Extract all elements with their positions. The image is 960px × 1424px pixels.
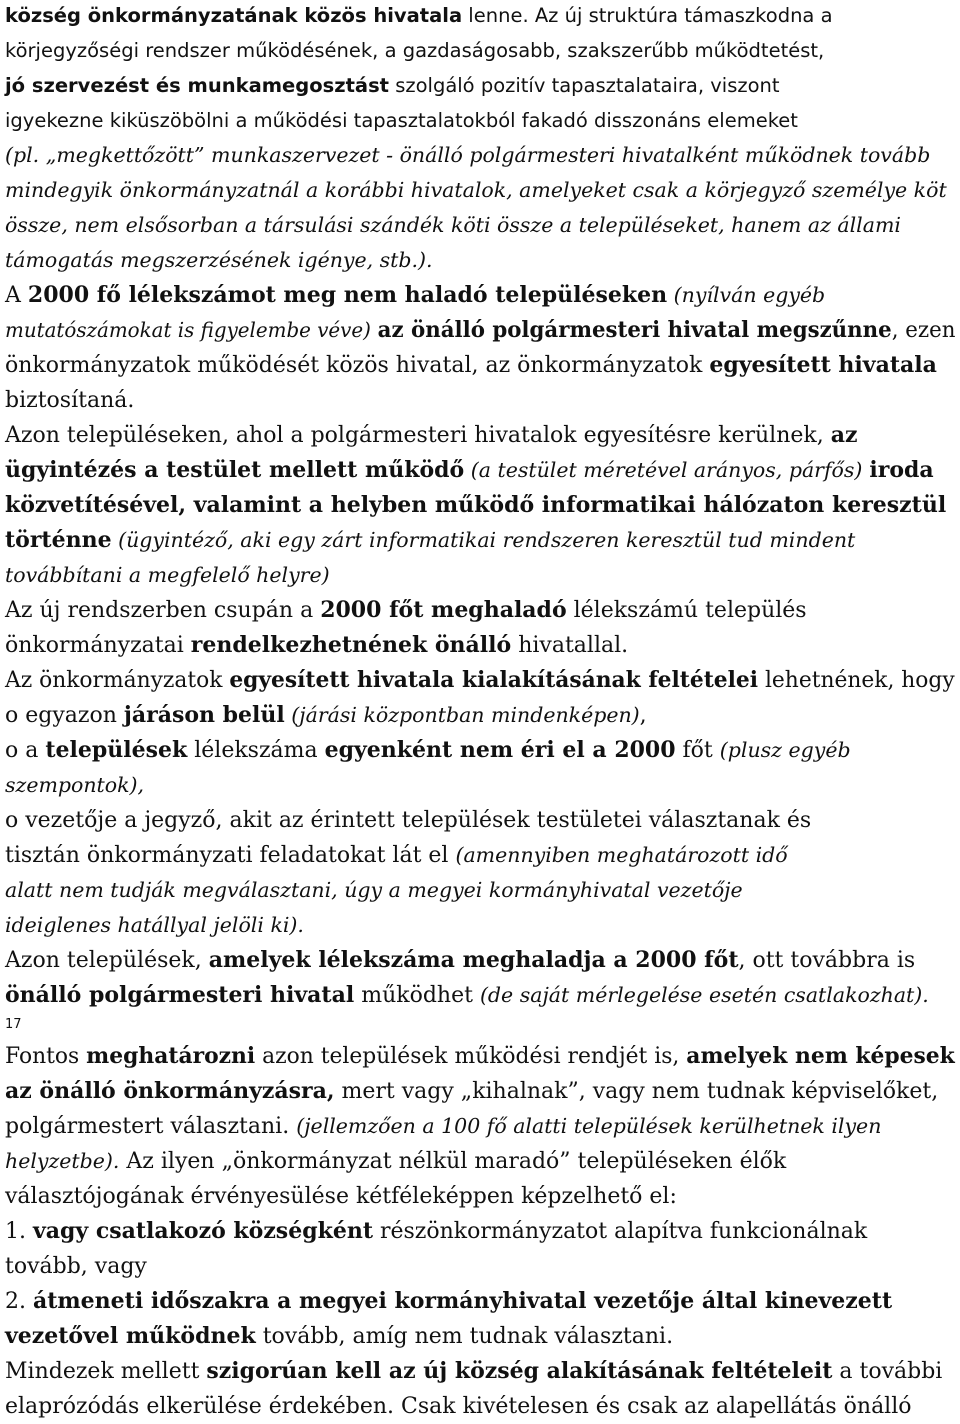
- text-line: [5, 873, 957, 908]
- text-run: A: [5, 283, 28, 308]
- text-run: jó szervezést és munkamegosztást: [5, 74, 389, 97]
- text-run: o a: [5, 738, 46, 763]
- text-run: (pl. „megkettőzött” munkaszervezet - önálló polgármesteri hivatalként működnek tovább: [5, 143, 931, 167]
- text-line: [5, 138, 957, 173]
- text-line: [5, 593, 957, 628]
- text-run: települések: [45, 737, 188, 763]
- text-line: [5, 943, 957, 978]
- text-line: [5, 803, 957, 838]
- text-line: [5, 733, 957, 768]
- text-run: körjegyzőségi rendszer működésének, a gazdaságosabb, szakszerűbb működtetést,: [5, 39, 825, 62]
- text-run: amelyek lélekszáma meghaladja a 2000 főt: [208, 947, 739, 973]
- text-run: tovább, vagy: [5, 1254, 147, 1279]
- text-run: a további: [832, 1359, 943, 1384]
- text-run: elaprózódás elkerülése érdekében. Csak kivételesen és csak az alapellátás önálló: [5, 1394, 912, 1419]
- text-line: [5, 453, 957, 488]
- text-run: átmeneti időszakra a megyei kormányhivatal vezetője által kinevezett: [32, 1288, 893, 1314]
- text-line: [5, 1109, 957, 1144]
- text-run: lélekszámú település: [566, 598, 807, 623]
- text-run: 1.: [5, 1219, 33, 1244]
- text-line: [5, 278, 957, 313]
- text-line: [5, 1214, 957, 1249]
- text-line: [5, 1144, 957, 1179]
- text-run: támogatás megszerzésének igénye, stb.).: [5, 248, 433, 272]
- text-run: Az önkormányzatok: [5, 668, 230, 693]
- text-run: , ott továbbra is: [738, 948, 916, 973]
- text-run: (de saját mérlegelése esetén csatlakozhat).: [479, 983, 929, 1007]
- text-run: össze, nem elsősorban a társulási szándék köti össze a településeket, hanem az állami: [5, 213, 901, 237]
- text-run: azon települések működési rendjét is,: [255, 1044, 687, 1069]
- text-line: [5, 33, 957, 68]
- text-run: mert vagy „kihalnak”, vagy nem tudnak képviselőket,: [334, 1079, 939, 1104]
- text-run: biztosítaná.: [5, 388, 135, 413]
- text-run: iroda: [869, 457, 934, 483]
- text-run: ideiglenes hatállyal jelöli ki).: [5, 913, 304, 937]
- text-run: község önkormányzatának közös hivatala: [5, 4, 463, 27]
- text-line: [5, 1249, 957, 1284]
- text-run: 17: [5, 1017, 22, 1032]
- text-run: Azon településeken, ahol a polgármesteri hivatalok egyesítésre kerülnek,: [5, 423, 831, 448]
- text-run: egyesített hivatala kialakításának feltételei: [229, 667, 759, 693]
- text-line: [5, 663, 955, 698]
- text-run: járáson belül: [123, 702, 285, 728]
- text-run: működhet: [354, 983, 480, 1008]
- text-run: rendelkezhetnének önálló: [190, 632, 512, 658]
- text-line: [5, 1179, 957, 1214]
- text-run: önkormányzatok működését közös hivatal, az önkormányzatok: [5, 353, 710, 378]
- text-run: egyesített hivatala: [709, 352, 937, 378]
- text-line: [5, 1074, 957, 1109]
- document-page: [5, 0, 957, 1424]
- text-run: (jellemzően a 100 fő alatti települések kerülhetnek ilyen: [296, 1114, 882, 1138]
- text-run: igyekezne kiküszöbölni a működési tapasztalatokból fakadó disszonáns elemeket: [5, 109, 798, 132]
- text-line: [5, 103, 957, 138]
- text-run: (ügyintéző, aki egy zárt informatikai rendszeren keresztül tud mindent: [111, 528, 856, 552]
- text-run: tovább, amíg nem tudnak választani.: [255, 1324, 674, 1349]
- text-run: mutatószámokat is figyelembe véve): [5, 318, 371, 342]
- text-line: [5, 383, 957, 418]
- text-run: Azon települések,: [5, 948, 209, 973]
- text-run: önálló polgármesteri hivatal: [5, 982, 355, 1008]
- text-run: mindegyik önkormányzatnál a korábbi hivatalok, amelyeket csak a körjegyző személye köt: [5, 178, 947, 202]
- text-line: [5, 698, 957, 733]
- text-line: [5, 0, 957, 33]
- text-run: hivatallal.: [511, 633, 629, 658]
- text-line: [5, 173, 957, 208]
- text-run: történne: [5, 527, 112, 553]
- text-run: tisztán önkormányzati feladatokat lát el: [5, 843, 456, 868]
- text-run: (járási központban mindenképen): [284, 703, 640, 727]
- text-line: [5, 1319, 957, 1354]
- text-run: vezetővel működnek: [5, 1323, 256, 1349]
- text-line: [5, 768, 957, 803]
- text-run: (amennyiben meghatározott idő: [455, 843, 788, 867]
- text-run: o vezetője a jegyző, akit az érintett települések testületei választanak és: [5, 808, 812, 833]
- text-line: [5, 418, 957, 453]
- text-run: lenne. Az új struktúra támaszkodna a: [462, 4, 833, 27]
- text-line: [5, 1039, 955, 1074]
- text-run: Fontos: [5, 1044, 87, 1069]
- text-line: [5, 68, 957, 103]
- text-run: vagy csatlakozó községként: [32, 1218, 373, 1244]
- footnote-marker: [5, 1013, 957, 1039]
- text-run: közvetítésével, valamint a helyben működő informatikai hálózaton keresztül: [5, 492, 947, 518]
- text-run: főt: [675, 738, 720, 763]
- text-line: [5, 908, 957, 943]
- text-line: [5, 348, 957, 383]
- text-line: [5, 838, 957, 873]
- text-run: az: [830, 422, 858, 448]
- text-run: egyenként nem éri el a 2000: [324, 737, 676, 763]
- text-line: [5, 1389, 957, 1424]
- text-run: (nyílván egyéb: [667, 283, 826, 307]
- text-run: [371, 318, 378, 343]
- text-run: o egyazon: [5, 703, 124, 728]
- text-run: az önálló önkormányzásra,: [5, 1078, 335, 1104]
- text-line: [5, 978, 957, 1013]
- text-run: polgármestert választani.: [5, 1114, 297, 1139]
- text-run: 2000 főt meghaladó: [320, 597, 567, 623]
- text-run: lehetnének, hogy: [758, 668, 955, 693]
- text-run: részönkormányzatot alapítva funkcionálnak: [372, 1219, 868, 1244]
- text-run: ügyintézés a testület mellett működő: [5, 457, 465, 483]
- text-run: , ezen: [891, 318, 956, 343]
- text-line: [5, 208, 957, 243]
- text-run: alatt nem tudják megválasztani, úgy a megyei kormányhivatal vezetője: [5, 878, 743, 902]
- text-line: [5, 1354, 957, 1389]
- text-run: Az új rendszerben csupán a: [5, 598, 321, 623]
- text-line: [5, 243, 957, 278]
- text-line: [5, 558, 957, 593]
- text-line: [5, 488, 957, 523]
- text-run: szigorúan kell az új község alakításának feltételeit: [206, 1358, 833, 1384]
- text-run: szolgáló pozitív tapasztalataira, viszont: [389, 74, 780, 97]
- text-run: 2000 fő lélekszámot meg nem haladó településeken: [27, 282, 668, 308]
- text-run: az önálló polgármesteri hivatal megszűnne: [377, 317, 892, 343]
- text-run: helyzetbe).: [5, 1149, 120, 1173]
- text-line: [5, 1284, 957, 1319]
- text-line: [5, 523, 957, 558]
- text-run: Az ilyen „önkormányzat nélkül maradó” településeken élők: [119, 1149, 787, 1174]
- text-run: Mindezek mellett: [5, 1359, 207, 1384]
- text-run: önkormányzatai: [5, 633, 191, 658]
- text-line: [5, 313, 956, 348]
- text-run: lélekszáma: [187, 738, 325, 763]
- text-run: továbbítani a megfelelő helyre): [5, 563, 330, 587]
- text-run: meghatározni: [86, 1043, 256, 1069]
- text-run: 2.: [5, 1289, 33, 1314]
- text-run: amelyek nem képesek: [686, 1043, 955, 1069]
- text-run: ,: [639, 703, 647, 728]
- text-run: (plusz egyéb: [719, 738, 851, 762]
- text-run: szempontok),: [5, 773, 145, 797]
- text-line: [5, 628, 957, 663]
- text-run: (a testület méretével arányos, párfős): [464, 458, 863, 482]
- text-run: választójogának érvényesülése kétféleképpen képzelhető el:: [5, 1184, 677, 1209]
